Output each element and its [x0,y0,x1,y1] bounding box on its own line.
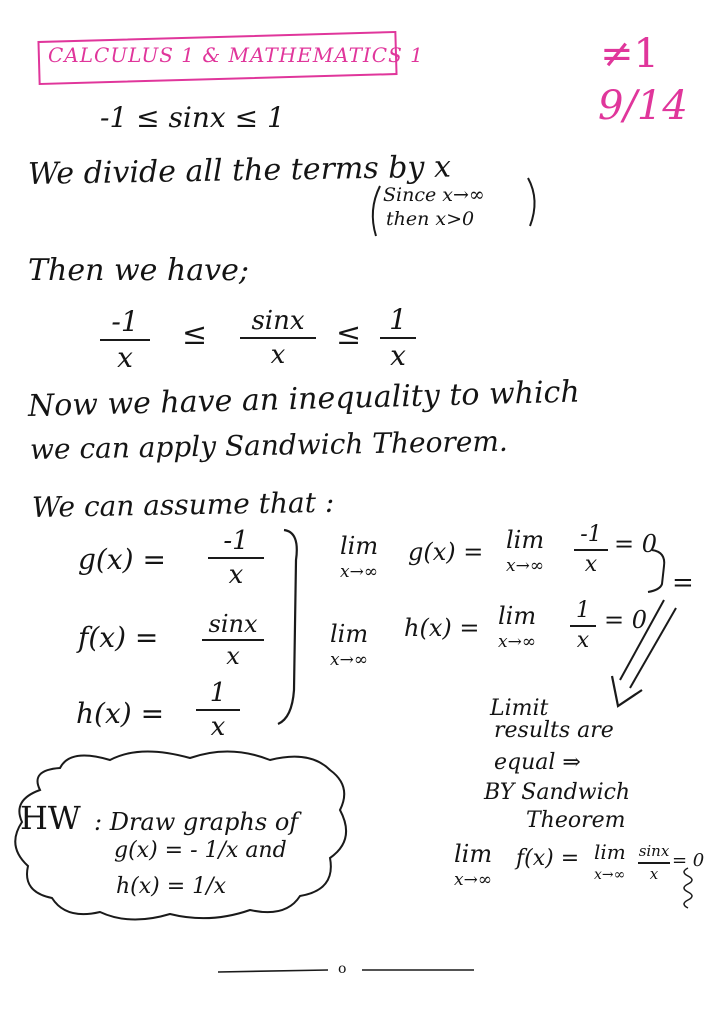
page-title: CALCULUS 1 & MATHEMATICS 1 [48,43,424,67]
assume-line: We can assume that : [31,485,335,524]
since-note-line2: then x>0 [386,208,475,230]
less-equal-sign: ≤ [336,317,362,352]
homework-cloud [15,751,346,919]
final-limit-result: = 0 [672,850,705,871]
lim-word: lim [330,620,369,648]
fraction-numerator: -1 [111,305,139,338]
f-definition-label: f(x) = [78,621,159,654]
homework-text-line2: g(x) = - 1/x and [114,838,287,863]
arrow-head [612,676,642,706]
homework-text-line3: h(x) = 1/x [116,874,226,899]
lim-subscript: x→∞ [594,867,626,883]
fraction-denominator: x [117,341,133,374]
limit-g-result: = 0 [614,530,658,558]
limit-h-expression: h(x) = [404,614,480,642]
lim-word: lim [506,526,545,554]
conclusion-line4: BY Sandwich [484,780,631,805]
conclusion-line5: Theorem [526,808,626,833]
lim-subscript: x→∞ [454,870,492,890]
lim-word: lim [498,602,537,630]
sandwich-sentence-line1: Now we have an inequality to which [27,374,581,424]
fraction-numerator: sinx [638,842,670,860]
divide-instruction: We divide all the terms by x [27,149,452,192]
fraction-denominator: x [649,865,659,883]
homework-label: HW [20,799,81,837]
homework-text-line1: : Draw graphs of [94,808,299,836]
sandwich-sentence-line2: we can apply Sandwich Theorem. [29,424,509,466]
fraction-numerator: sinx [251,306,305,336]
sheet-date: 9/14 [598,83,688,129]
fraction-denominator: x [270,340,286,370]
lim-word: lim [454,840,493,868]
fraction-denominator: x [576,628,590,653]
conclusion-line1: Limit [490,696,549,721]
fraction-numerator: 1 [576,598,590,623]
limit-g-expression: g(x) = [408,538,484,566]
footer-mark: o [338,961,347,977]
final-limit-expression: f(x) = [516,846,580,871]
fraction-denominator: x [584,552,598,577]
limits-equal-mark: = [672,568,694,598]
g-definition-label: g(x) = [78,543,166,576]
fraction-denominator: x [226,642,240,670]
inequality-sin-bounds: -1 ≤ sinx ≤ 1 [100,101,285,134]
fraction-numerator: 1 [389,303,407,336]
fraction-denominator: x [390,339,406,372]
squiggle-mark [684,868,692,908]
conclusion-line2: results are [494,718,614,743]
fraction-numerator: -1 [580,522,602,547]
lim-word: lim [340,532,379,560]
less-equal-sign: ≤ [182,317,208,352]
fraction-denominator: x [210,712,226,742]
lim-word: lim [594,840,626,864]
since-close-paren [528,178,535,226]
lim-subscript: x→∞ [506,556,544,576]
fraction-numerator: 1 [209,678,227,708]
fraction-numerator: -1 [223,526,249,556]
lim-subscript: x→∞ [330,650,368,670]
lim-subscript: x→∞ [498,632,536,652]
lim-subscript: x→∞ [340,562,378,582]
limits-bracket [648,550,664,592]
fraction-denominator: x [228,560,244,590]
since-open-paren [373,186,380,236]
footer-line-left [218,970,328,972]
functions-brace [278,530,297,724]
then-we-have: Then we have; [28,253,249,288]
since-note-line1: Since x→∞ [383,184,485,206]
fraction-numerator: sinx [208,610,258,638]
h-definition-label: h(x) = [76,697,165,730]
sheet-number: ≠1 [600,31,659,77]
limit-h-result: = 0 [604,606,648,634]
conclusion-line3: equal ⇒ [494,750,581,775]
